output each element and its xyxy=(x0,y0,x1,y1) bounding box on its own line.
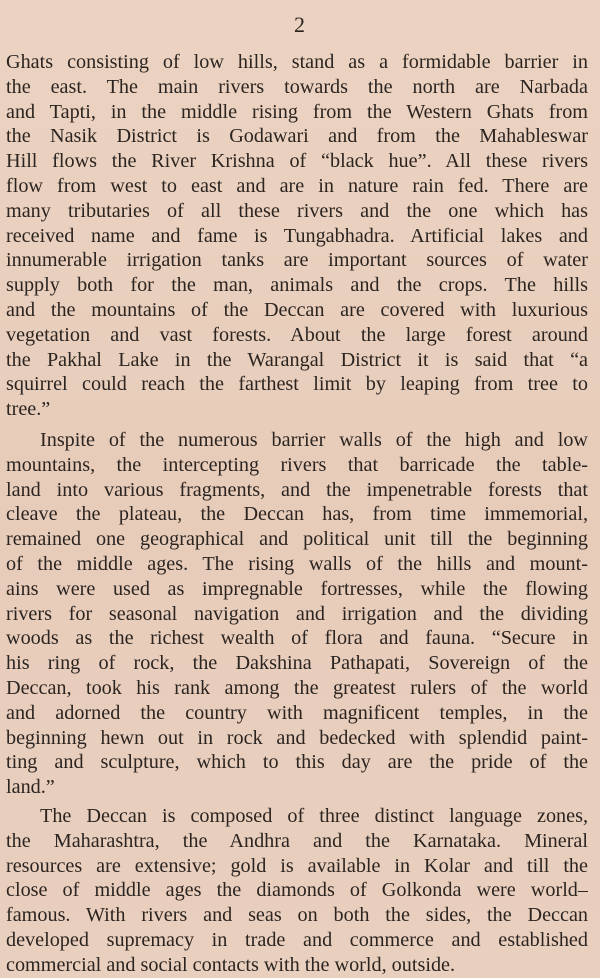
text-line: squirrel could reach the farthest limit by leaping from tree to xyxy=(6,373,588,396)
paragraph-2 xyxy=(6,428,588,800)
text-line: received name and fame is Tungabhadra. Artificial lakes and xyxy=(6,224,588,247)
text-line: Hill flows the River Krishna of “black hue”. All these rivers xyxy=(6,150,588,173)
text-line: the Maharashtra, the Andhra and the Karnataka. Mineral xyxy=(6,829,588,852)
text-line: flow from west to east and are in nature rain fed. There are xyxy=(6,174,588,197)
text-line: developed supremacy in trade and commerce and established xyxy=(6,928,588,951)
text-line: vegetation and vast forests. About the large forest around xyxy=(6,323,588,346)
text-line: famous. With rivers and seas on both the sides, the Deccan xyxy=(6,904,588,927)
text-line: beginning hewn out in rock and bedecked with splendid paint- xyxy=(6,726,588,749)
text-line: land.” xyxy=(6,776,55,799)
text-line: and Tapti, in the middle rising from the Western Ghats from xyxy=(6,100,588,123)
text-line: the Pakhal Lake in the Warangal District it is said that “a xyxy=(6,348,588,371)
text-line: the Nasik District is Godawari and from the Mahableswar xyxy=(6,125,588,148)
text-line: innumerable irrigation tanks are important sources of water xyxy=(6,249,588,272)
text-line: his ring of rock, the Dakshina Pathapati, Sovereign of the xyxy=(6,652,588,675)
paragraph-1 xyxy=(6,50,588,422)
text-line: many tributaries of all these rivers and the one which has xyxy=(6,199,588,222)
text-line: Deccan, took his rank among the greatest rulers of the world xyxy=(6,676,588,699)
text-line: The Deccan is composed of three distinct language zones, xyxy=(40,805,588,827)
text-line: mountains, the intercepting rivers that barricade the table- xyxy=(6,453,588,476)
text-line: of the middle ages. The rising walls of the hills and mount- xyxy=(6,552,588,575)
text-line: supply both for the man, animals and the crops. The hills xyxy=(6,274,588,297)
text-line: and adorned the country with magnificent temples, in the xyxy=(6,701,588,724)
text-line: Inspite of the numerous barrier walls of the high and low xyxy=(40,429,588,451)
text-line: close of middle ages the diamonds of Golkonda were world– xyxy=(6,879,588,902)
text-line: land into various fragments, and the impenetrable forests that xyxy=(6,478,588,501)
text-line: commercial and social contacts with the world, outside. xyxy=(6,953,456,976)
paragraph-3 xyxy=(6,804,588,978)
text-line: the east. The main rivers towards the north are Narbada xyxy=(6,75,588,98)
text-line: woods as the richest wealth of flora and fauna. “Secure in xyxy=(6,627,588,650)
text-line: cleave the plateau, the Deccan has, from time immemorial, xyxy=(6,503,588,526)
text-line: ains were used as impregnable fortresses, while the flowing xyxy=(6,577,588,600)
page-number: 2 xyxy=(294,12,306,37)
text-line: tree.” xyxy=(6,398,51,421)
text-line: and the mountains of the Deccan are covered with luxurious xyxy=(6,298,588,321)
text-line: rivers for seasonal navigation and irrigation and the dividing xyxy=(6,602,588,625)
text-line: Ghats consisting of low hills, stand as a formidable barrier in xyxy=(6,51,588,73)
text-line: ting and sculpture, which to this day are the pride of the xyxy=(6,751,588,774)
text-line: resources are extensive; gold is available in Kolar and till the xyxy=(6,854,588,877)
text-line: remained one geographical and political unit till the beginning xyxy=(6,528,588,551)
